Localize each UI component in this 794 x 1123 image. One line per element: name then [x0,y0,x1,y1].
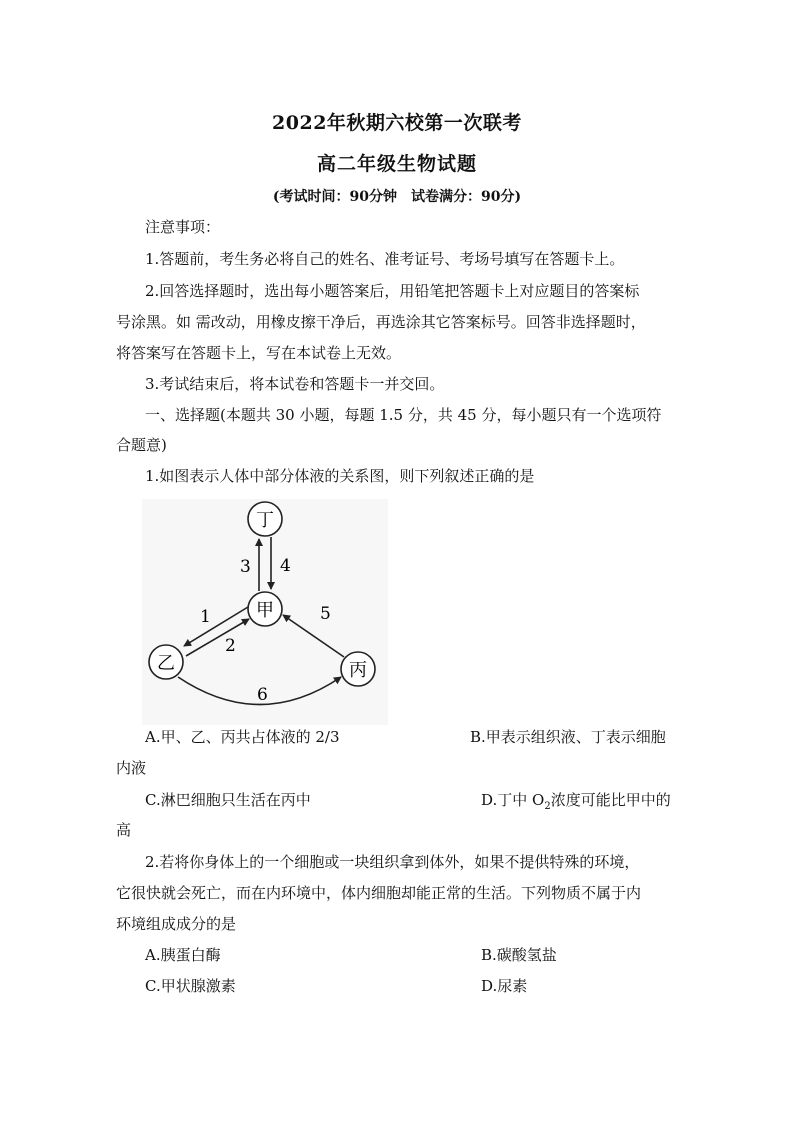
arrow-label-6: 6 [257,685,268,705]
arrow-label-2: 2 [225,636,236,656]
arrow-label-1: 1 [200,607,211,627]
node-ding [248,502,282,536]
notes-heading: 注意事项： [145,218,221,236]
svg-text:乙: 乙 [157,653,175,674]
notes-item-2-line-2: 号涂黑。如 需改动，用橡皮擦干净后，再选涂其它答案标号。回答非选择题时， [116,313,646,331]
exam-subtitle: 高二年级生物试题 [316,153,477,175]
node-yi [149,645,183,679]
notes-item-1: 1.答题前，考生务必将自己的姓名、准考证号、考场号填写在答题卡上。 [145,250,625,268]
svg-text:甲: 甲 [256,600,274,621]
q2-option-c: C.甲状腺激素 [145,977,236,995]
q1-option-b-cont: 内液 [116,759,147,777]
q2-option-a: A.胰蛋白酶 [145,946,221,964]
svg-text:丙: 丙 [349,660,367,681]
node-jia [248,592,282,626]
q1-option-a: A.甲、乙、丙共占体液的 2/3 [145,728,340,746]
section-1-line-1: 一、选择题(本题共 30 小题，每题 1.5 分，共 45 分，每小题只有一个选项符 [145,406,662,424]
section-1-line-2: 合题意) [116,436,167,454]
q1-option-c: C.淋巴细胞只生活在丙中 [145,791,311,809]
q2-option-b: B.碳酸氢盐 [481,946,557,964]
question-1-stem: 1.如图表示人体中部分体液的关系图，则下列叙述正确的是 [145,467,535,485]
exam-info: (考试时间：90分钟 试卷满分：90分) [272,189,522,205]
question-2-line-3: 环境组成成分的是 [116,915,237,933]
notes-item-2-line-1: 2.回答选择题时，选出每小题答案后，用铅笔把答题卡上对应题目的答案标 [145,282,640,300]
arrow-label-3: 3 [240,557,251,577]
notes-item-2-line-3: 将答案写在答题卡上，写在本试卷上无效。 [116,344,402,362]
q2-option-d: D.尿素 [481,977,528,995]
question-2-line-1: 2.若将你身体上的一个细胞或一块组织拿到体外，如果不提供特殊的环境， [145,853,640,871]
question-2-line-2: 它很快就会死亡，而在内环境中，体内细胞却能正常的生活。下列物质不属于内 [116,884,642,902]
q1-option-d: D.丁中 $O_2$浓度可能比甲中的 [481,791,671,812]
q1-option-d-cont: 高 [116,821,132,839]
node-bing [341,652,375,686]
arrow-label-4: 4 [280,556,291,576]
svg-text:丁: 丁 [256,510,274,531]
q1-option-b: B.甲表示组织液、丁表示细胞 [470,728,666,746]
exam-title: 2022年秋期六校第一次联考 [272,112,522,134]
notes-item-3: 3.考试结束后，将本试卷和答题卡一并交回。 [145,375,445,393]
arrow-label-5: 5 [320,604,331,624]
body-fluid-diagram [140,497,390,727]
